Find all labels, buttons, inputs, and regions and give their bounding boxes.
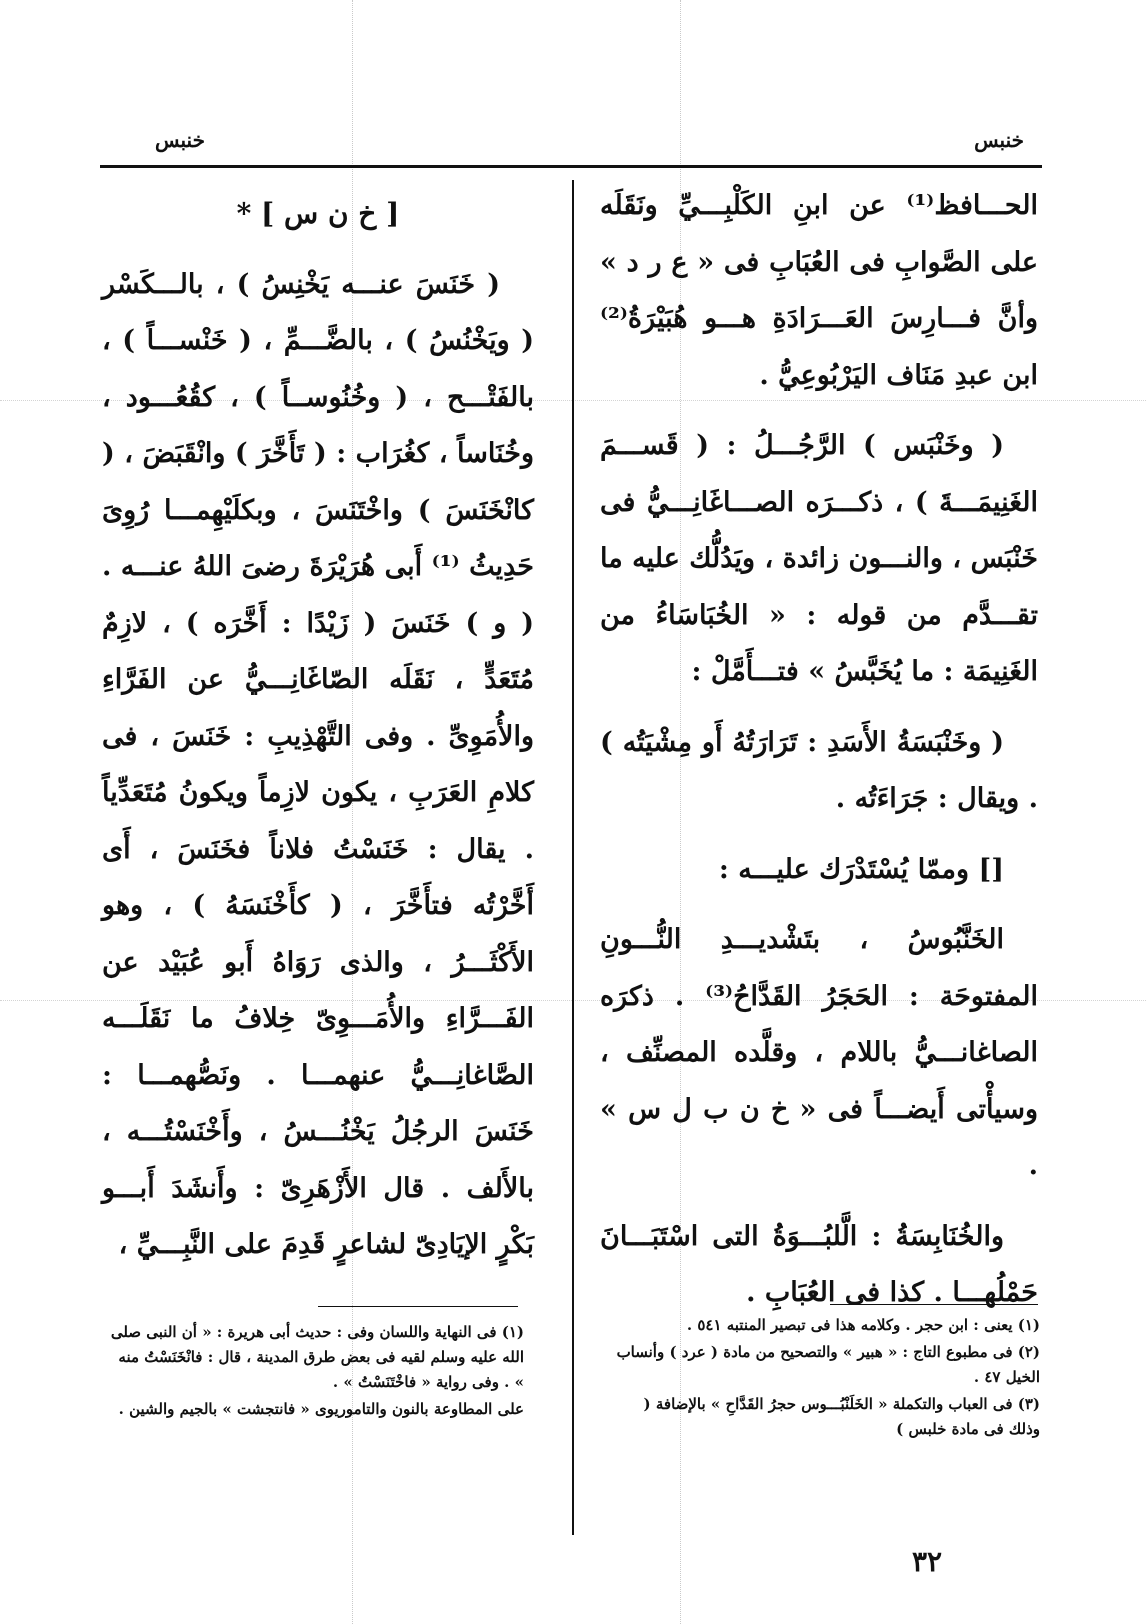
right-paragraph-6: والخُنَابِسَةُ : الَّلبُـــوَةُ التى اسْتَبَـــانَ حَمْلُهـــا . كذا فى العُبَابِ . — [600, 1220, 1038, 1308]
header-rule — [100, 165, 1042, 168]
right-column — [600, 178, 1038, 1322]
footnote-rule-left — [318, 1306, 518, 1307]
footnotes-left — [104, 1320, 524, 1424]
right-paragraph-2: ( وخَنْبَس ) الرَّجُـــلُ : ( قَســـمَ الغَنِيمَـــةَ ) ، ذكـــرَه الصـــاغَانِـــيُّ فى خَنْبَس ، والنـــون زائدة ، ويَدُلُّك عليه ما تقـــدَّم من قوله : « الخُبَاسَاءُ من الغَنِيمَة : ما يُخَبَّسُ » فتـــأَمَّلْ : — [600, 430, 1038, 687]
column-divider — [572, 180, 574, 1535]
footnote: (٢) فى مطبوع التاج : « هبير » والتصحيح من مادة ( عرد ) وأنساب الخيل ٤٧ . — [616, 1343, 1040, 1386]
right-paragraph-3: ( وخَنْبَسَةُ الأَسَدِ : تَرَارَتُهُ أَو مِشْيَتُه ) . ويقال : جَرَاءَتُه . — [600, 726, 1038, 814]
left-column — [102, 178, 534, 1274]
right-paragraph-4: [] وممّا يُسْتَدْرَك عليـــه : — [718, 853, 1004, 885]
footnote: (١) يعنى : ابن حجر . وكلامه هذا فى تبصير المنتبه ٥٤١ . — [686, 1316, 1040, 1334]
right-paragraph-1: الحـــافظ⁽¹⁾ عن ابنِ الكَلْبِـــيِّ ونَقَلَه على الصَّوابِ فى العُبَابِ فى « ع ر د » وأنَّ فـــارِسَ العَـــرَادَةِ هـــو هُبَيْرَةُ⁽²⁾ ابن عبدِ مَنَاف اليَرْبُوعِيُّ . — [600, 190, 1038, 391]
running-header-right: خنبس — [974, 128, 1024, 152]
footnotes-right — [608, 1313, 1040, 1444]
footnote: (١) فى النهاية واللسان وفى : حديث أبى هريرة : « أن النبى صلى الله عليه وسلم لقيه فى بعض طرق المدينة ، قال : فانْخَنَسْتُ منه » . وفى رواية « فاخْتَنَسْتُ » . — [110, 1323, 524, 1391]
right-paragraph-5: الخَنَّبُوسُ ، بتَشْديـــدِ النُّـــونِ المفتوحَة : الحَجَرُ القَدَّاحُ⁽³⁾ . ذكرَه الصاغانـــيُّ باللام ، وقلَّده المصنِّف ، وسيأْتى أَيضـــاً فى « خ ن ب ل س » . — [600, 924, 1039, 1181]
entry-heading: [ خ ن س ] * — [236, 197, 400, 230]
left-paragraph-1: ( خَنَسَ عنـــه يَخْنِسُ ) ، بالـــكَسْر ( ويَخْنُسُ ) ، بالضَّـــمِّ ، ( خَنْســـاً ) ، بالفَتْـــح ، ( وخُنُوســاً ) ، كقُعُـــود ، وخُنَاساً ، كغُرَاب : ( تَأَخَّرَ ) وانْقَبَضَ ، ( كانْخَنَسَ ) واخْتَنَسَ ، وبكلَيْهِمـــا رُوِىَ حَدِيثُ ⁽¹⁾ أَبى هُرَيْرَةَ رضىَ اللهُ عنـــه . ( و ) خَنَسَ ( زَيْدًا : أَخَّرَه ) ، لازِمٌ مُتَعَدٍّ ، نَقَلَه الصّاغَانِـــيُّ عن الفَرَّاءِ والأُمَوِىِّ . وفى التَّهْذِيبِ : خَنَسَ ، فى كلامِ العَرَبِ ، يكون لازِماً ويكونُ مُتَعَدِّياً . يقال : خَنَسْتُ فلاناً فخَنَسَ ، أَى أَخَّرْتُه فتأَخَّرَ ، ( كأَخْنَسَهُ ) ، وهو الأَكْثَـــرُ ، والذى رَوَاهُ أَبو عُبَيْد عن الفَـــرَّاءِ والأُمَـــوِىّ خِلافُ ما نَقَلَـــه الصَّاغانِـــيُّ عنهمـــا . ونَصُّهمـــا : خَنَسَ الرجُلُ يَخْنُـــسُ ، وأَخْنَسْتُـــه ، بالأَلف . قال الأَزْهَرِىّ : وأَنشَدَ أَبـــو بَكْرٍ الإيَادِىّ لشاعرٍ قَدِمَ على النَّبِـــيِّ ، — [102, 268, 534, 1260]
footnote-rule-right — [830, 1304, 1038, 1305]
footnote: (٣) فى العباب والتكملة « الخَلَنْبُـــوس حجرُ القَدَّاحِ » بالإضافة ( وذلك فى مادة خلبس ) — [643, 1395, 1040, 1438]
page-number: ٣٢ — [912, 1545, 943, 1578]
running-header-left: خنبس — [155, 128, 205, 152]
footnote: على المطاوعة بالنون والتاموريوى « فانتجشت » بالجيم والشين . — [118, 1400, 524, 1418]
